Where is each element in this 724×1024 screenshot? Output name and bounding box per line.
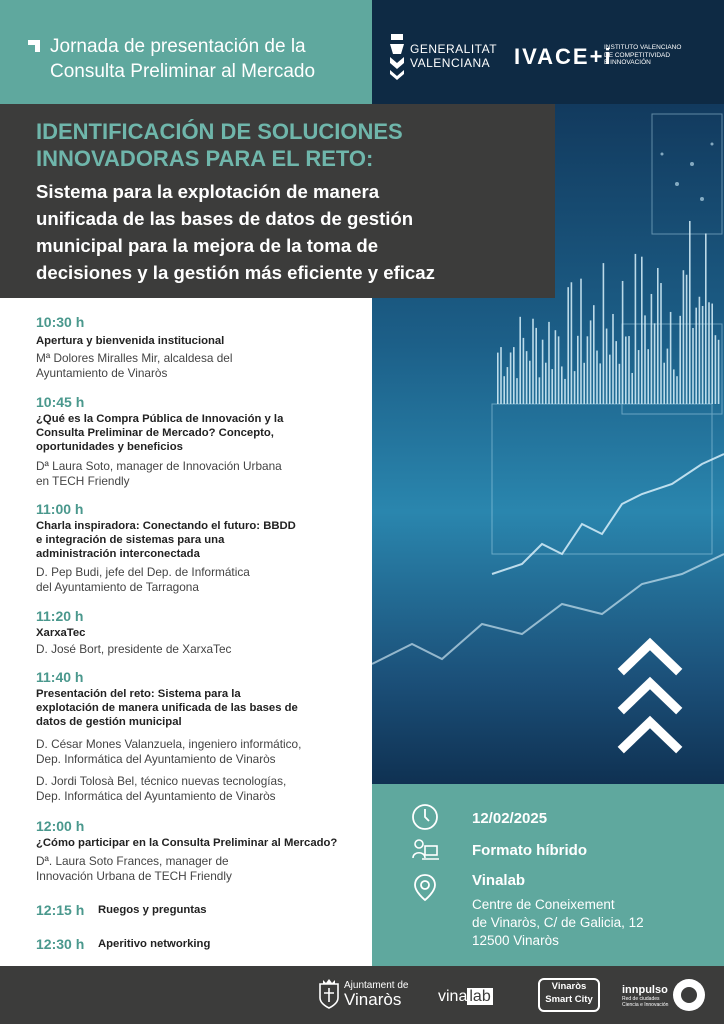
decorative-bar	[622, 281, 624, 404]
ivace-sub3: E INNOVACIÓN	[604, 59, 651, 66]
decorative-bar	[519, 317, 521, 404]
title-line: Apertura y bienvenida institucional	[36, 335, 225, 347]
reto-desc-line3: municipal para la mejora de la toma de	[36, 235, 379, 256]
decorative-bar	[683, 270, 685, 404]
decorative-bar	[567, 287, 569, 404]
agenda-speaker	[36, 854, 356, 884]
agenda-title	[36, 334, 356, 348]
decorative-bar	[711, 304, 713, 404]
agenda-speaker	[36, 642, 356, 657]
agenda-title: Ruegos y preguntas	[98, 904, 207, 916]
decorative-bar	[596, 351, 598, 404]
smartcity-line2: Smart City	[545, 994, 593, 1005]
agenda-speaker	[36, 351, 356, 381]
gv-line2: VALENCIANA	[410, 56, 491, 70]
decorative-bar	[631, 373, 633, 404]
decorative-bar	[635, 254, 637, 404]
decorative-bar	[644, 315, 646, 404]
decorative-bar	[679, 316, 681, 404]
speaker-line: Mª Dolores Miralles Mir, alcaldesa del	[36, 351, 233, 365]
decorative-bar	[657, 268, 659, 404]
ivace-sub1: INSTITUTO VALENCIANO	[604, 44, 682, 51]
decorative-bar	[532, 319, 534, 404]
agenda-speaker	[36, 774, 356, 804]
decorative-bar	[667, 349, 669, 404]
innpulso-logo	[622, 984, 668, 1008]
title-line: administración interconectada	[36, 548, 200, 560]
decorative-bar	[689, 221, 691, 404]
decorative-bar	[625, 336, 627, 404]
reto-description	[36, 178, 551, 286]
innpulso-sub1: Red de ciudades	[622, 996, 660, 1002]
decorative-bar	[535, 328, 537, 404]
decorative-bar	[564, 379, 566, 404]
decorative-bar	[529, 361, 531, 404]
decorative-bar	[571, 282, 573, 404]
agenda-speaker	[36, 737, 356, 767]
decorative-bar	[654, 323, 656, 404]
reto-desc-line4: decisiones y la gestión más eficiente y eficaz	[36, 262, 435, 283]
smartcity-logo	[538, 978, 600, 1012]
speaker-line: Innovación Urbana de TECH Friendly	[36, 869, 232, 883]
decorative-bar	[609, 355, 611, 404]
decorative-bar	[660, 283, 662, 404]
agenda-title	[36, 519, 356, 561]
decorative-bar	[539, 377, 541, 404]
decorative-bar	[628, 336, 630, 404]
event-date: 12/02/2025	[472, 810, 548, 827]
decorative-bar	[545, 363, 547, 404]
title-line: XarxaTec	[36, 627, 86, 639]
decorative-bar	[718, 340, 720, 404]
decorative-bar	[497, 353, 499, 404]
reto-heading	[36, 118, 546, 172]
decorative-bar	[705, 233, 707, 404]
title-line: Consulta Preliminar de Mercado? Concepto,	[36, 427, 274, 439]
decorative-bar	[708, 302, 710, 404]
decorative-bar	[695, 308, 697, 404]
title-line: oportunidades y beneficios	[36, 441, 183, 453]
speaker-line: Dª Laura Soto, manager de Innovación Urbana	[36, 459, 282, 473]
decorative-bar	[561, 366, 563, 404]
decorative-bar	[715, 335, 717, 404]
innpulso-name: innpulso	[622, 984, 668, 996]
ivace-logo: IVACE+i	[514, 44, 613, 69]
agenda-title	[36, 412, 356, 454]
speaker-line: Dep. Informática del Ayuntamiento de Vinaròs	[36, 752, 276, 766]
title-line: explotación de manera unificada de las bases de	[36, 702, 298, 714]
title-line: e integración de sistemas para una	[36, 534, 225, 546]
location-address	[472, 896, 712, 950]
decorative-bar	[692, 328, 694, 404]
decorative-bar	[551, 369, 553, 404]
decorative-bar	[686, 275, 688, 404]
address-line: 12500 Vinaròs	[472, 933, 559, 948]
person-laptop-icon	[410, 836, 440, 866]
decorative-bar	[577, 336, 579, 404]
decorative-bar	[583, 363, 585, 404]
decorative-bar	[651, 294, 653, 404]
agenda-title	[36, 626, 356, 640]
ivace-subtitle	[604, 44, 714, 67]
vinalab-logo	[438, 988, 493, 1006]
decorative-bar	[593, 305, 595, 404]
decorative-bar	[516, 378, 518, 404]
decorative-bar	[673, 369, 675, 404]
agenda-speaker	[36, 565, 356, 595]
speaker-line: D. César Mones Valanzuela, ingeniero informático,	[36, 737, 302, 751]
innpulso-sub2: Ciencia e Innovación	[622, 1002, 669, 1008]
generalitat-logo-icon	[388, 32, 406, 80]
chevron-up-icon	[624, 644, 676, 747]
decorative-bar	[599, 363, 601, 404]
event-location: Vinalab	[472, 872, 526, 889]
speaker-line: Ayuntamiento de Vinaròs	[36, 366, 168, 380]
innpulso-ring-icon	[672, 978, 706, 1012]
agenda-time: 11:00 h	[36, 501, 84, 517]
speaker-line: D. José Bort, presidente de XarxaTec	[36, 642, 232, 656]
decorative-bar	[503, 376, 505, 404]
decorative-bar	[523, 338, 525, 404]
decorative-bar	[590, 320, 592, 404]
ajuntament-small: Ajuntament de	[344, 980, 409, 991]
agenda-title	[36, 687, 356, 729]
decorative-bar	[603, 263, 605, 404]
speaker-line: D. Jordi Tolosà Bel, técnico nuevas tecnologías,	[36, 774, 287, 788]
vinalab-part-a: vina	[438, 988, 468, 1005]
decorative-bar	[647, 349, 649, 404]
event-title: Jornada de presentación de la Consulta Preliminar al Mercado	[50, 36, 316, 82]
clock-icon	[410, 802, 440, 832]
decorative-bar	[558, 336, 560, 404]
vinaros-shield-icon	[318, 978, 340, 1010]
decorative-bar	[526, 351, 528, 404]
speaker-line: en TECH Friendly	[36, 474, 130, 488]
decorative-bar	[638, 350, 640, 404]
reto-heading-line2: INNOVADORAS PARA EL RETO:	[36, 146, 374, 171]
agenda-time: 12:15 h	[36, 902, 85, 918]
decorative-bar	[676, 376, 678, 404]
speaker-line: Dep. Informática del Ayuntamiento de Vinaròs	[36, 789, 276, 803]
title-line: Presentación del reto: Sistema para la	[36, 688, 241, 700]
decorative-bar	[615, 341, 617, 404]
decorative-bar	[670, 312, 672, 404]
address-line: Centre de Coneixement	[472, 897, 615, 912]
address-line: de Vinaròs, C/ de Galicia, 12	[472, 915, 644, 930]
title-line: Charla inspiradora: Conectando el futuro: BBDD	[36, 520, 296, 532]
decorative-bar	[500, 347, 502, 404]
decorative-bar	[641, 257, 643, 404]
decorative-bar	[507, 367, 509, 404]
agenda-time: 12:30 h	[36, 936, 85, 952]
decorative-bar	[702, 306, 704, 404]
decorative-bar	[587, 336, 589, 404]
decorative-bar	[555, 330, 557, 404]
decorative-bar	[510, 352, 512, 404]
location-pin-icon	[410, 872, 440, 902]
smartcity-line1: Vinaròs	[551, 981, 587, 992]
reto-desc-line1: Sistema para la explotación de manera	[36, 181, 380, 202]
ivace-sub2: DE COMPETITIVIDAD	[604, 51, 671, 59]
agenda-time: 10:45 h	[36, 394, 85, 410]
decorative-bar	[542, 340, 544, 404]
decorative-bar	[612, 314, 614, 404]
decorative-bar	[548, 322, 550, 404]
speaker-line: del Ayuntamiento de Tarragona	[36, 580, 199, 594]
agenda-title	[36, 836, 376, 850]
agenda-time: 11:40 h	[36, 669, 84, 685]
speaker-line: D. Pep Budi, jefe del Dep. de Informática	[36, 565, 250, 579]
title-line: datos de gestión municipal	[36, 716, 182, 728]
agenda-time: 10:30 h	[36, 314, 85, 330]
decorative-bar	[606, 329, 608, 404]
speaker-line: Dª. Laura Soto Frances, manager de	[36, 854, 229, 868]
reto-desc-line2: unificada de las bases de datos de gestión	[36, 208, 414, 229]
ajuntament-big: Vinaròs	[344, 990, 402, 1009]
decorative-bar	[580, 279, 582, 404]
agenda-time: 12:00 h	[36, 818, 85, 834]
decorative-bar	[513, 347, 515, 404]
agenda-time: 11:20 h	[36, 608, 84, 624]
title-line: ¿Cómo participar en la Consulta Preliminar al Mercado?	[36, 837, 338, 849]
ajuntament-logo	[344, 980, 409, 1008]
event-format: Formato híbrido	[472, 842, 587, 859]
reto-heading-line1: IDENTIFICACIÓN DE SOLUCIONES	[36, 119, 403, 144]
decorative-bar	[574, 371, 576, 404]
gv-line1: GENERALITAT	[410, 42, 498, 56]
decorative-bar	[619, 364, 621, 404]
vinalab-part-b: lab	[469, 988, 491, 1005]
corner-bullet-icon	[28, 40, 40, 52]
agenda-speaker	[36, 459, 356, 489]
decorative-bar	[663, 363, 665, 404]
generalitat-logo	[410, 42, 497, 70]
agenda-title: Aperitivo networking	[98, 938, 211, 950]
decorative-bar	[699, 297, 701, 404]
title-line: ¿Qué es la Compra Pública de Innovación y la	[36, 413, 284, 425]
